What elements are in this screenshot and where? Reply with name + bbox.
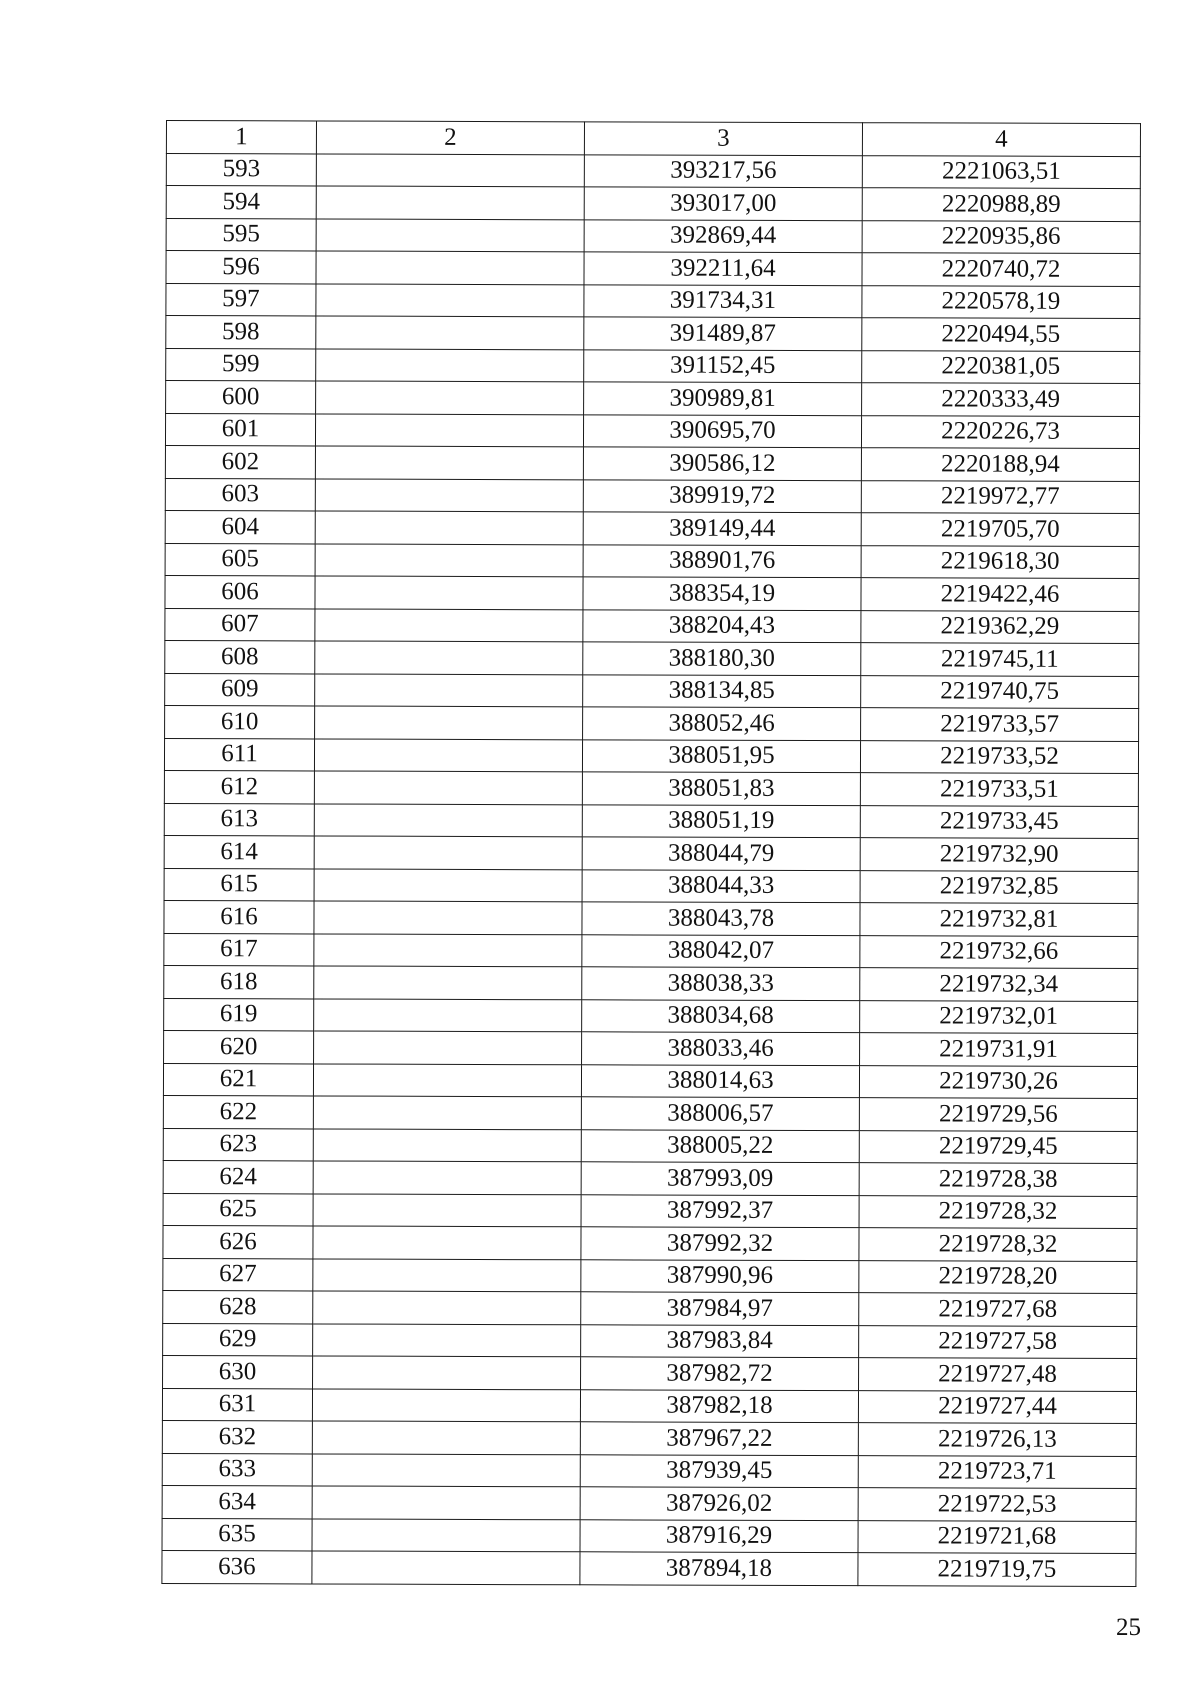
x-coordinate-cell: 388354,19: [583, 577, 861, 610]
empty-cell: [312, 1421, 580, 1454]
table-row: [165, 673, 1139, 709]
empty-cell: [315, 413, 583, 446]
x-coordinate-cell: 388052,46: [583, 707, 861, 740]
x-coordinate-cell: 387983,84: [581, 1324, 859, 1357]
y-coordinate-cell: 2220333,49: [862, 383, 1140, 416]
point-number-cell: 596: [166, 251, 316, 284]
y-coordinate-cell: 2219730,26: [859, 1065, 1137, 1098]
empty-cell: [313, 1226, 581, 1259]
y-coordinate-cell: 2219721,68: [858, 1520, 1136, 1553]
y-coordinate-cell: 2220578,19: [862, 285, 1140, 318]
point-number-cell: 624: [163, 1160, 313, 1193]
point-number-cell: 636: [162, 1550, 312, 1583]
table-row: [164, 965, 1138, 1001]
x-coordinate-cell: 389149,44: [583, 512, 861, 545]
column-header-1: 1: [166, 121, 316, 154]
table-row: [165, 543, 1139, 579]
empty-cell: [316, 348, 584, 381]
x-coordinate-cell: 390989,81: [584, 382, 862, 415]
y-coordinate-cell: 2219618,30: [861, 545, 1139, 578]
x-coordinate-cell: 390586,12: [583, 447, 861, 480]
y-coordinate-cell: 2219972,77: [861, 480, 1139, 513]
point-number-cell: 610: [165, 705, 315, 738]
x-coordinate-cell: 387967,22: [580, 1422, 858, 1455]
y-coordinate-cell: 2219723,71: [858, 1455, 1136, 1488]
table-row: [163, 1290, 1137, 1326]
point-number-cell: 593: [166, 153, 316, 186]
table-row: [163, 1258, 1137, 1294]
table-row: [166, 283, 1140, 319]
empty-cell: [315, 446, 583, 479]
empty-cell: [316, 218, 584, 251]
table-row: [162, 1453, 1136, 1489]
y-coordinate-cell: 2220188,94: [861, 448, 1139, 481]
x-coordinate-cell: 387926,02: [580, 1487, 858, 1520]
empty-cell: [316, 153, 584, 186]
empty-cell: [314, 1031, 582, 1064]
x-coordinate-cell: 387992,32: [581, 1227, 859, 1260]
table-row: [164, 835, 1138, 871]
point-number-cell: 607: [165, 608, 315, 641]
table-row: [164, 803, 1138, 839]
x-coordinate-cell: 388044,79: [582, 837, 860, 870]
table-row: [164, 900, 1138, 936]
point-number-cell: 619: [164, 998, 314, 1031]
empty-cell: [314, 771, 582, 804]
table-row: [163, 1160, 1137, 1196]
empty-cell: [314, 836, 582, 869]
y-coordinate-cell: 2219740,75: [861, 675, 1139, 708]
point-number-cell: 615: [164, 868, 314, 901]
y-coordinate-cell: 2219728,32: [859, 1228, 1137, 1261]
point-number-cell: 633: [162, 1453, 312, 1486]
point-number-cell: 623: [163, 1128, 313, 1161]
column-header-3: 3: [584, 122, 862, 155]
table-row: [163, 1323, 1137, 1359]
table-body: [162, 153, 1140, 1586]
x-coordinate-cell: 392211,64: [584, 252, 862, 285]
table-row: [166, 316, 1140, 352]
point-number-cell: 632: [162, 1420, 312, 1453]
page-number: 25: [1116, 1614, 1141, 1641]
table-row: [166, 251, 1140, 287]
table-row: [165, 608, 1139, 644]
x-coordinate-cell: 392869,44: [584, 219, 862, 252]
point-number-cell: 621: [163, 1063, 313, 1096]
point-number-cell: 612: [164, 770, 314, 803]
point-number-cell: 611: [164, 738, 314, 771]
empty-cell: [313, 1063, 581, 1096]
y-coordinate-cell: 2219729,45: [859, 1130, 1137, 1163]
point-number-cell: 600: [166, 381, 316, 414]
y-coordinate-cell: 2219732,66: [860, 935, 1138, 968]
empty-cell: [312, 1388, 580, 1421]
y-coordinate-cell: 2221063,51: [862, 155, 1140, 188]
point-number-cell: 595: [166, 218, 316, 251]
empty-cell: [313, 1291, 581, 1324]
empty-cell: [314, 966, 582, 999]
x-coordinate-cell: 391152,45: [584, 349, 862, 382]
empty-cell: [315, 543, 583, 576]
empty-cell: [313, 1323, 581, 1356]
empty-cell: [315, 511, 583, 544]
table-row: [165, 510, 1139, 546]
empty-cell: [316, 251, 584, 284]
x-coordinate-cell: 388038,33: [582, 967, 860, 1000]
table-row: [162, 1518, 1136, 1554]
x-coordinate-cell: 388051,83: [582, 772, 860, 805]
x-coordinate-cell: 388033,46: [582, 1032, 860, 1065]
y-coordinate-cell: 2219727,68: [859, 1293, 1137, 1326]
empty-cell: [315, 706, 583, 739]
y-coordinate-cell: 2219733,45: [860, 805, 1138, 838]
x-coordinate-cell: 387939,45: [580, 1454, 858, 1487]
empty-cell: [316, 381, 584, 414]
table-row: [165, 445, 1139, 481]
empty-cell: [314, 803, 582, 836]
table-row: [163, 1128, 1137, 1164]
empty-cell: [313, 1193, 581, 1226]
table-row: [164, 738, 1138, 774]
table-row: [166, 381, 1140, 417]
x-coordinate-cell: 390695,70: [583, 414, 861, 447]
table-row: [164, 770, 1138, 806]
y-coordinate-cell: 2219719,75: [858, 1553, 1136, 1586]
y-coordinate-cell: 2219732,85: [860, 870, 1138, 903]
x-coordinate-cell: 388901,76: [583, 544, 861, 577]
x-coordinate-cell: 387894,18: [580, 1552, 858, 1585]
y-coordinate-cell: 2219729,56: [859, 1098, 1137, 1131]
x-coordinate-cell: 388043,78: [582, 902, 860, 935]
point-number-cell: 602: [165, 445, 315, 478]
table-row: [166, 348, 1140, 384]
point-number-cell: 605: [165, 543, 315, 576]
column-header-2: 2: [316, 121, 584, 154]
point-number-cell: 613: [164, 803, 314, 836]
y-coordinate-cell: 2219745,11: [861, 643, 1139, 676]
empty-cell: [313, 1161, 581, 1194]
empty-cell: [313, 1356, 581, 1389]
point-number-cell: 626: [163, 1225, 313, 1258]
empty-cell: [313, 1128, 581, 1161]
table-row: [165, 575, 1139, 611]
point-number-cell: 634: [162, 1485, 312, 1518]
point-number-cell: 616: [164, 900, 314, 933]
table-row: [162, 1388, 1136, 1424]
empty-cell: [312, 1551, 580, 1584]
empty-cell: [312, 1453, 580, 1486]
y-coordinate-cell: 2219705,70: [861, 513, 1139, 546]
table-row: [164, 868, 1138, 904]
table-row: [165, 705, 1139, 741]
empty-cell: [315, 641, 583, 674]
y-coordinate-cell: 2219731,91: [860, 1033, 1138, 1066]
x-coordinate-cell: 387982,18: [580, 1389, 858, 1422]
empty-cell: [314, 933, 582, 966]
empty-cell: [315, 576, 583, 609]
y-coordinate-cell: 2219732,01: [860, 1000, 1138, 1033]
x-coordinate-cell: 393217,56: [584, 154, 862, 187]
y-coordinate-cell: 2219733,52: [860, 740, 1138, 773]
coordinates-table: [161, 120, 1141, 1587]
x-coordinate-cell: 387992,37: [581, 1194, 859, 1227]
empty-cell: [312, 1486, 580, 1519]
table-row: [166, 218, 1140, 254]
table-row: [162, 1420, 1136, 1456]
table-row: [165, 413, 1139, 449]
point-number-cell: 628: [163, 1290, 313, 1323]
point-number-cell: 614: [164, 835, 314, 868]
y-coordinate-cell: 2219727,44: [858, 1390, 1136, 1423]
empty-cell: [313, 1258, 581, 1291]
x-coordinate-cell: 388042,07: [582, 934, 860, 967]
x-coordinate-cell: 388005,22: [581, 1129, 859, 1162]
point-number-cell: 625: [163, 1193, 313, 1226]
y-coordinate-cell: 2220226,73: [861, 415, 1139, 448]
y-coordinate-cell: 2219728,38: [859, 1163, 1137, 1196]
table-row: [164, 998, 1138, 1034]
x-coordinate-cell: 388034,68: [582, 999, 860, 1032]
table-row: [163, 1355, 1137, 1391]
point-number-cell: 635: [162, 1518, 312, 1551]
y-coordinate-cell: 2219732,90: [860, 838, 1138, 871]
point-number-cell: 608: [165, 640, 315, 673]
point-number-cell: 630: [163, 1355, 313, 1388]
point-number-cell: 604: [165, 510, 315, 543]
empty-cell: [316, 186, 584, 219]
header-row: [166, 121, 1140, 157]
empty-cell: [313, 1096, 581, 1129]
empty-cell: [314, 998, 582, 1031]
empty-cell: [315, 673, 583, 706]
x-coordinate-cell: 391489,87: [584, 317, 862, 350]
x-coordinate-cell: 388204,43: [583, 609, 861, 642]
point-number-cell: 627: [163, 1258, 313, 1291]
x-coordinate-cell: 387993,09: [581, 1162, 859, 1195]
point-number-cell: 629: [163, 1323, 313, 1356]
x-coordinate-cell: 389919,72: [583, 479, 861, 512]
x-coordinate-cell: 388051,95: [582, 739, 860, 772]
y-coordinate-cell: 2219726,13: [858, 1423, 1136, 1456]
x-coordinate-cell: 388006,57: [581, 1097, 859, 1130]
empty-cell: [316, 316, 584, 349]
empty-cell: [315, 478, 583, 511]
y-coordinate-cell: 2219728,32: [859, 1195, 1137, 1228]
x-coordinate-cell: 387990,96: [581, 1259, 859, 1292]
point-number-cell: 598: [166, 316, 316, 349]
point-number-cell: 597: [166, 283, 316, 316]
y-coordinate-cell: 2219362,29: [861, 610, 1139, 643]
y-coordinate-cell: 2220935,86: [862, 220, 1140, 253]
empty-cell: [314, 901, 582, 934]
table-row: [163, 1225, 1137, 1261]
point-number-cell: 620: [164, 1030, 314, 1063]
point-number-cell: 594: [166, 186, 316, 219]
x-coordinate-cell: 387982,72: [581, 1357, 859, 1390]
x-coordinate-cell: 391734,31: [584, 284, 862, 317]
point-number-cell: 601: [165, 413, 315, 446]
table-row: [165, 640, 1139, 676]
table-row: [166, 153, 1140, 189]
point-number-cell: 631: [162, 1388, 312, 1421]
y-coordinate-cell: 2219732,81: [860, 903, 1138, 936]
column-header-4: 4: [862, 123, 1140, 156]
table-row: [162, 1485, 1136, 1521]
point-number-cell: 618: [164, 965, 314, 998]
x-coordinate-cell: 388051,19: [582, 804, 860, 837]
x-coordinate-cell: 387984,97: [581, 1292, 859, 1325]
table-row: [164, 1030, 1138, 1066]
point-number-cell: 599: [166, 348, 316, 381]
empty-cell: [316, 283, 584, 316]
point-number-cell: 609: [165, 673, 315, 706]
y-coordinate-cell: 2220988,89: [862, 188, 1140, 221]
x-coordinate-cell: 387916,29: [580, 1519, 858, 1552]
y-coordinate-cell: 2220740,72: [862, 253, 1140, 286]
y-coordinate-cell: 2220494,55: [862, 318, 1140, 351]
y-coordinate-cell: 2219732,34: [860, 968, 1138, 1001]
table-row: [166, 186, 1140, 222]
empty-cell: [312, 1518, 580, 1551]
y-coordinate-cell: 2219422,46: [861, 578, 1139, 611]
empty-cell: [315, 608, 583, 641]
y-coordinate-cell: 2219727,58: [859, 1325, 1137, 1358]
table-row: [163, 1063, 1137, 1099]
x-coordinate-cell: 388014,63: [581, 1064, 859, 1097]
x-coordinate-cell: 388180,30: [583, 642, 861, 675]
point-number-cell: 603: [165, 478, 315, 511]
x-coordinate-cell: 388134,85: [583, 674, 861, 707]
x-coordinate-cell: 388044,33: [582, 869, 860, 902]
y-coordinate-cell: 2219727,48: [859, 1358, 1137, 1391]
y-coordinate-cell: 2220381,05: [862, 350, 1140, 383]
point-number-cell: 617: [164, 933, 314, 966]
empty-cell: [314, 868, 582, 901]
table-row: [165, 478, 1139, 514]
point-number-cell: 622: [163, 1095, 313, 1128]
y-coordinate-cell: 2219728,20: [859, 1260, 1137, 1293]
point-number-cell: 606: [165, 575, 315, 608]
y-coordinate-cell: 2219722,53: [858, 1488, 1136, 1521]
table-row: [163, 1193, 1137, 1229]
y-coordinate-cell: 2219733,57: [861, 708, 1139, 741]
table-row: [164, 933, 1138, 969]
x-coordinate-cell: 393017,00: [584, 187, 862, 220]
table-row: [163, 1095, 1137, 1131]
empty-cell: [314, 738, 582, 771]
y-coordinate-cell: 2219733,51: [860, 773, 1138, 806]
table-row: [162, 1550, 1136, 1586]
